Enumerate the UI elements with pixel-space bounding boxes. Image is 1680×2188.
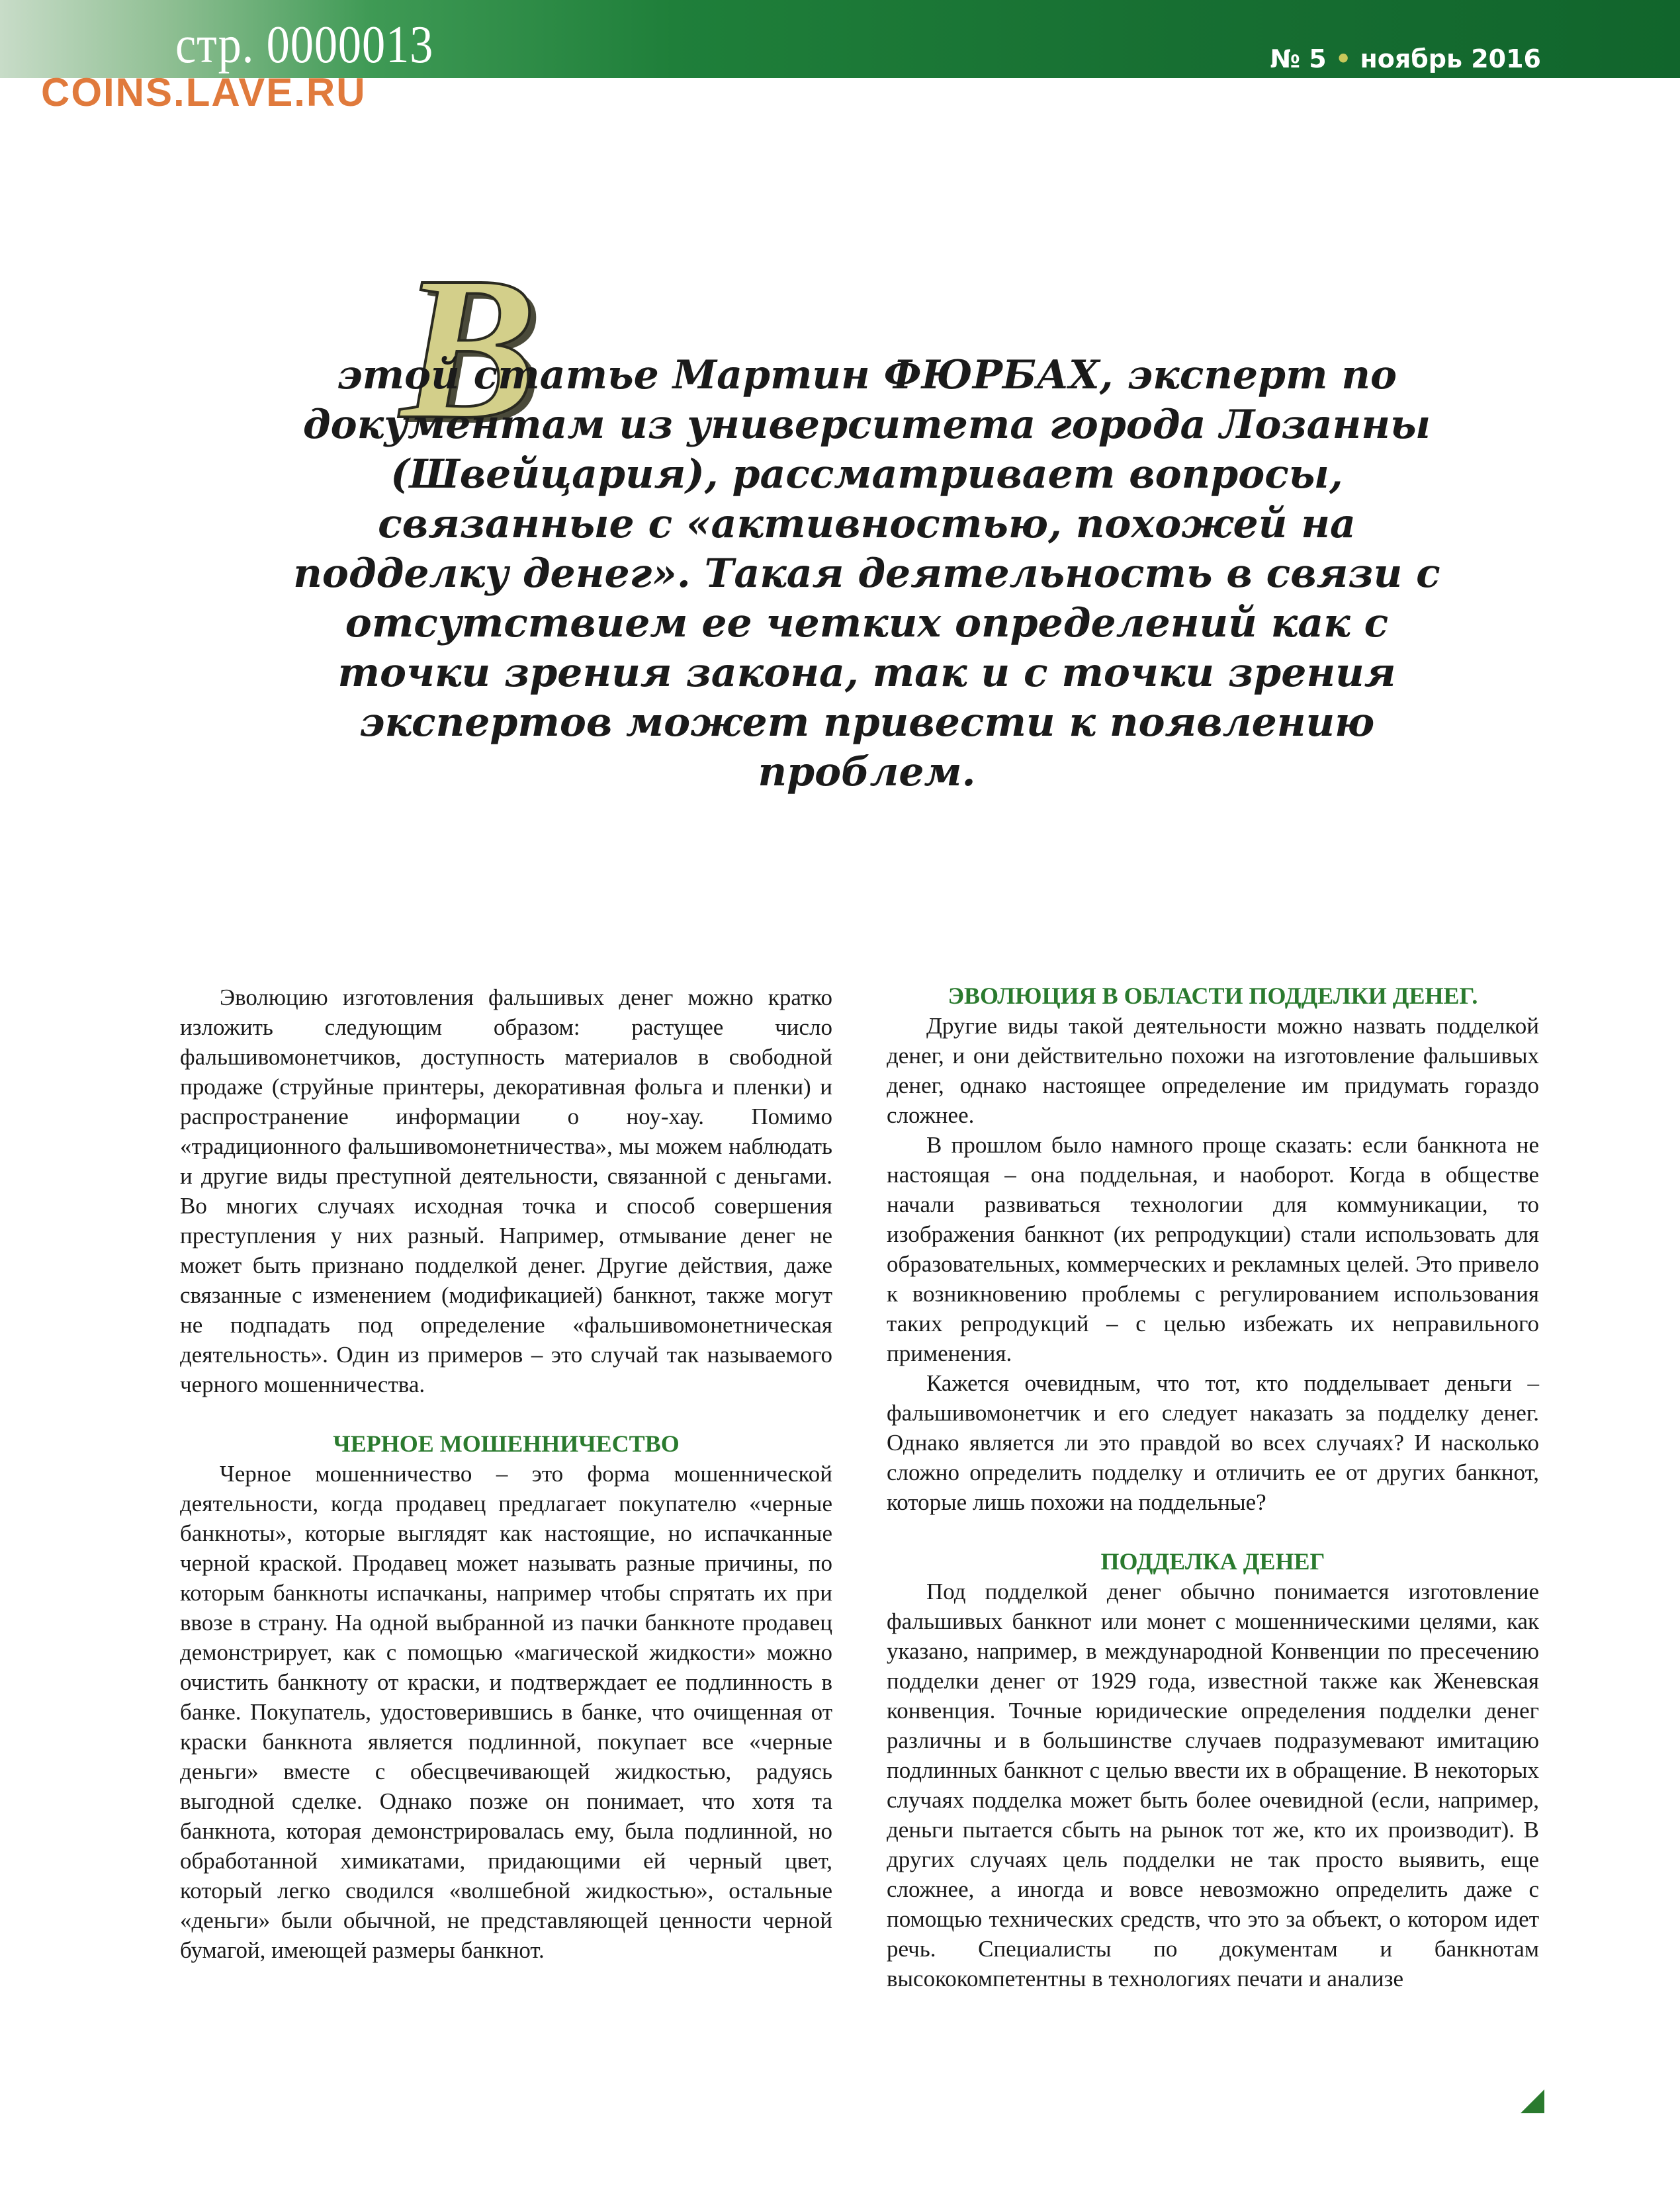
intro-paragraph: Эволюцию изготовления фальшивых денег можно кратко изложить следующим образом: растущее число фальшивомонетчиков, доступность материалов в свободной продаже (струйные принтеры, декоративная фольга и пленки) и распространение информации о ноу-хау. Помимо «традиционного фальшивомонетничества», мы можем наблюдать и другие виды преступной деятельности, связанной с деньгами. Во многих случаях исходная точка и способ совершения преступления у них разный. Например, отмывание денег не может быть признано подделкой денег. Другие действия, даже связанные с изменением (модификацией) банкнот, также могут не подпадать под определение «фальшивомонетническая деятельность». Один из примеров – это случай так называемого черного мошенничества. bbox=[180, 985, 832, 1397]
counterfeiting-paragraph: Под подделкой денег обычно понимается изготовление фальшивых банкнот или монет с мошенническими целями, как указано, например, в международной Конвенции по пресечению подделки денег от 1929 года, известной также как Женевская конвенция. Точные юридические определения подделки денег различны и в большинстве случаев подразумевают имитацию подлинных банкнот с целью ввести их в обращение. В некоторых случаях подделка может быть более очевидной (если, например, деньги пытается сбыть на рынок тот же, кто их производит). В других случаях цель подделки не так просто выявить, еще сложнее, а иногда и вовсе невозможно определить даже с помощью технических средств, что это за объект, о котором идет речь. Специалисты по документам и банкнотам высококомпетентны в технологиях печати и анализе bbox=[887, 1579, 1539, 1991]
page-number-stamp: стр. 0000013 bbox=[175, 16, 434, 74]
lead-dropcap: В bbox=[400, 235, 537, 462]
evolution-paragraph-1: Другие виды такой деятельности можно назвать подделкой денег, и они действительно похожи на изготовление фальшивых денег, однако настоящее определение им придумать гораздо сложнее. bbox=[887, 1013, 1539, 1128]
left-column bbox=[180, 983, 832, 1965]
section-heading-black-fraud: ЧЕРНОЕ МОШЕННИЧЕСТВО bbox=[333, 1430, 680, 1457]
issue-date: ноябрь 2016 bbox=[1360, 44, 1541, 73]
site-watermark: COINS.LAVE.RU bbox=[41, 70, 367, 114]
black-fraud-paragraph: Черное мошенничество – это форма мошеннической деятельности, когда продавец предлагает покупателю «черные банкноты», которые выглядят как настоящие, но испачканные черной краской. Продавец может называть разные причины, по которым банкноты испачканы, например чтобы спрятать их при ввозе в страну. На одной выбранной из пачки банкноте продавец демонстрирует, как с помощью «магической жидкости» можно очистить банкноту от краски, и подтверждает ее подлинность в банке. Покупатель, удостоверившись в банке, что очищенная от краски банкнота является подлинной, покупает все «черные деньги» вместе с обесцвечивающей жидкостью, радуясь выгодной сделке. Однако позже он понимает, что хотя та банкнота, которая демонстрировалась ему, была подлинной, но обработанной химикатами, придающими ей черный цвет, который легко сводился «волшебной жидкостью», остальные «деньги» были обычной, не представляющей ценности черной бумагой, имеющей размеры банкнот. bbox=[180, 1461, 832, 1963]
issue-number: № 5 bbox=[1270, 44, 1327, 73]
evolution-paragraph-2: В прошлом было намного проще сказать: если банкнота не настоящая – она поддельная, и наоборот. Когда в обществе начали развиваться технологии для коммуникации, то изображения банкнот (их репродукции) стали использовать для образовательных, коммерческих и рекламных целей. Это привело к возникновению проблемы с регулированием использования таких репродукций – с целью избежать их неправильного применения. bbox=[887, 1132, 1539, 1366]
section-heading-counterfeiting: ПОДДЕЛКА ДЕНЕГ bbox=[1100, 1548, 1325, 1575]
lead-paragraph: этой статье Мартин ФЮРБАХ, эксперт по документам из университета города Лозанны (Швейцария), рассматривает вопросы, связанные с «активностью, похожей на подделку денег». Такая деятельность в связи с отсутствием ее четких определений как с точки зрения закона, так и с точки зрения экспертов может привести к появлению проблем. bbox=[293, 352, 1440, 795]
section-heading-evolution: ЭВОЛЮЦИЯ В ОБЛАСТИ ПОДДЕЛКИ ДЕНЕГ. bbox=[948, 983, 1478, 1009]
issue-info bbox=[1270, 46, 1541, 71]
continue-triangle-icon bbox=[1521, 2089, 1544, 2113]
right-column bbox=[887, 981, 1539, 1993]
issue-separator: • bbox=[1335, 44, 1352, 73]
evolution-paragraph-3: Кажется очевидным, что тот, кто подделывает деньги – фальшивомонетчик и его следует наказать за подделку денег. Однако является ли это правдой во всех случаях? И насколько сложно определить подделку и отличить ее от других банкнот, которые лишь похожи на поддельные? bbox=[887, 1370, 1539, 1515]
